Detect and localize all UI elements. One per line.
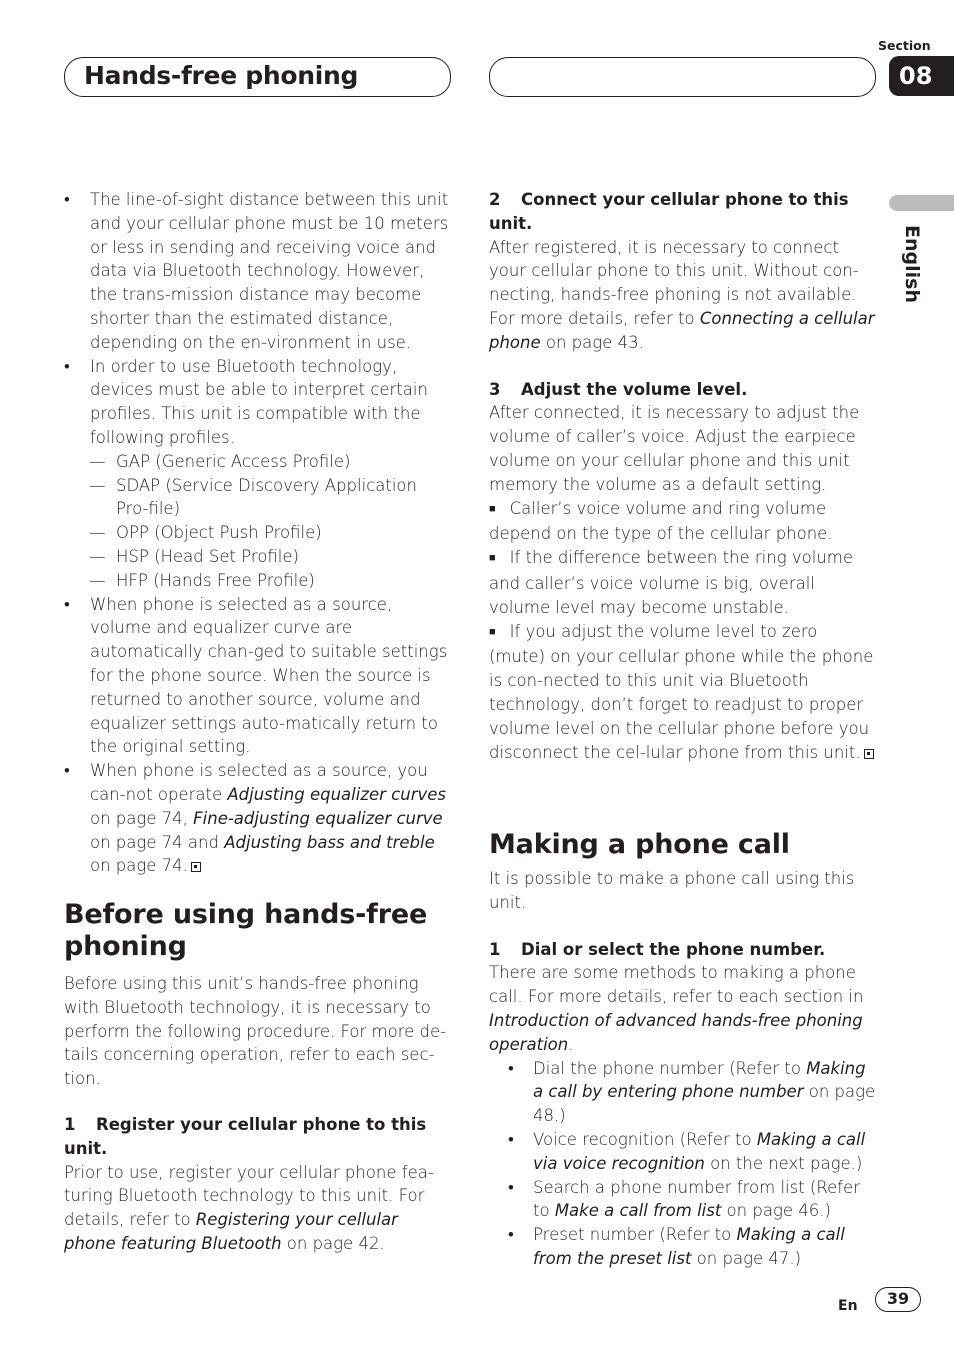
making-call-section: [489, 829, 876, 1271]
method-item: • Search a phone number from list (Refer to Make a call from list on page 46.): [489, 1176, 876, 1224]
section-heading-before-using: Before using hands-free phoning: [64, 899, 428, 962]
step-connect: 2 Connect your cellular phone to this unit.: [489, 190, 849, 233]
step-dial-body: There are some methods to making a phone call. For more details, refer to each section in Introduction of advanced hands-free phoning operation.: [489, 963, 864, 1054]
page-title: Hands-free phoning: [84, 61, 359, 90]
profile-item: — SDAP (Service Discovery Application Pro-file): [64, 474, 451, 522]
footer-language: En: [838, 1298, 858, 1314]
profile-item: — HSP (Head Set Profile): [64, 545, 451, 569]
before-using-section: [64, 899, 451, 1256]
making-call-intro: It is possible to make a phone call using this unit.: [489, 869, 855, 912]
header-empty-frame: [489, 57, 876, 97]
step-register: 1 Register your cellular phone to this unit.: [64, 1114, 427, 1158]
note-item: ■ If the difference between the ring volume and caller’s voice volume is big, overall volume level may become unstable.: [489, 546, 876, 619]
left-column: [64, 188, 451, 878]
method-item: • Voice recognition (Refer to Making a call via voice recognition on the next page.): [489, 1128, 876, 1176]
note-item: ■ If you adjust the volume level to zero (mute) on your cellular phone while the phone is con-nected to this unit via Bluetooth technology, don’t forget to readjust to proper volume level on the cellular phone before you disconnect the cel-lular phone from this unit.: [489, 620, 876, 765]
step-register-body: Prior to use, register your cellular phone fea-turing Bluetooth technology to this unit. For details, refer to Registering your cellular phone featuring Bluetooth on page 42.: [64, 1162, 434, 1253]
profile-item: — OPP (Object Push Profile): [64, 521, 451, 545]
page-number: 39: [875, 1287, 921, 1312]
right-column: [489, 188, 876, 764]
step-connect-body: After registered, it is necessary to connect your cellular phone to this unit. Without con-necting, hands-free phoning is not available. For more details, refer to Connecting a cellular phone on page 43.: [489, 237, 875, 352]
bullet-line-of-sight: • The line-of-sight distance between this unit and your cellular phone must be 10 meters or less in sending and receiving voice and data via Bluetooth technology. However, the trans-mission distance may become shorter than the estimated distance, depending on the en-vironment in use.: [64, 188, 451, 355]
section-label: Section: [878, 38, 931, 53]
profile-item: — HFP (Hands Free Profile): [64, 569, 451, 593]
end-mark-icon: [864, 749, 874, 759]
bullet-phone-source-volume: • When phone is selected as a source, volume and equalizer curve are automatically chan-ged to suitable settings for the phone source. When the source is returned to another source, volume and equalizer settings auto-matically return to the original setting.: [64, 593, 451, 760]
language-tab: [889, 195, 954, 211]
end-mark-icon: [191, 862, 201, 872]
note-item: ■ Caller’s voice volume and ring volume depend on the type of the cellular phone.: [489, 497, 876, 547]
before-using-intro: Before using this unit’s hands-free phoning with Bluetooth technology, it is necessary to perform the following procedure. For more de-tails concerning operation, refer to each sec-tion.: [64, 974, 447, 1089]
step-volume: 3 Adjust the volume level.: [489, 379, 748, 399]
section-number: 08: [889, 56, 954, 96]
step-volume-body: After connected, it is necessary to adjust the volume of caller’s voice. Adjust the earpiece volume on your cellular phone and this unit memory the volume as a default setting.: [489, 403, 860, 494]
method-item: • Preset number (Refer to Making a call from the preset list on page 47.): [489, 1223, 876, 1271]
step-dial: 1 Dial or select the phone number.: [489, 939, 826, 959]
language-label: English: [901, 225, 923, 303]
profile-item: — GAP (Generic Access Profile): [64, 450, 451, 474]
bullet-phone-source-restrictions: • When phone is selected as a source, you can-not operate Adjusting equalizer curves on page 74, Fine-adjusting equalizer curve on page 74 and Adjusting bass and treble on page 74.: [64, 759, 451, 878]
bullet-profiles: • In order to use Bluetooth technology, devices must be able to interpret certain profiles. This unit is compatible with the following profiles.: [64, 355, 451, 450]
method-item: • Dial the phone number (Refer to Making a call by entering phone number on page 48.): [489, 1057, 876, 1128]
section-heading-making-call: Making a phone call: [489, 829, 790, 860]
